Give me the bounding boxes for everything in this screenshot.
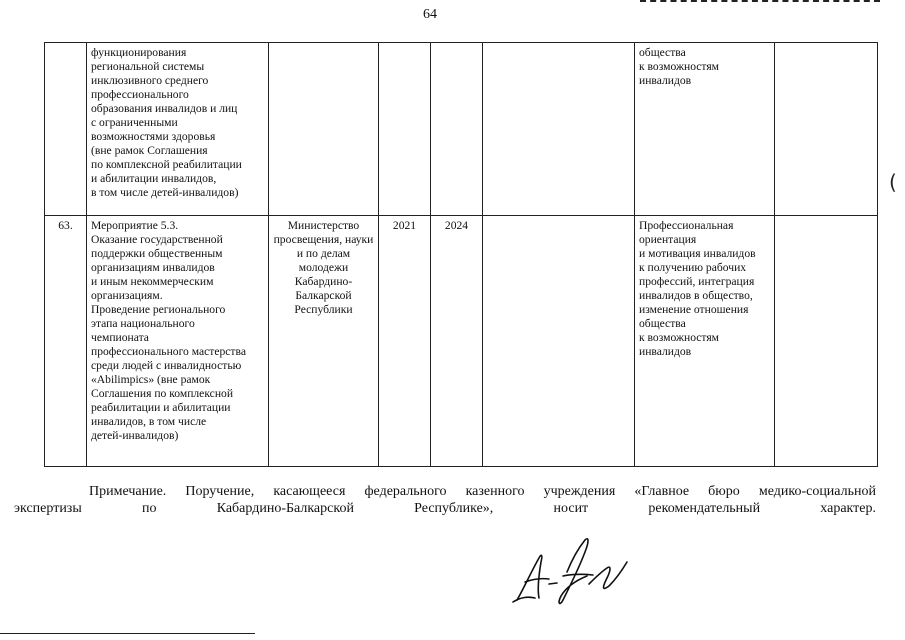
end-year [431,43,483,216]
footnote-line: экспертизы по Кабардино-Балкарской Республике», носит рекомендательный характер. [14,501,876,516]
executor [269,43,379,216]
end-year: 2024 [431,216,483,467]
start-year: 2021 [379,216,431,467]
margin-mark: ( [889,170,897,194]
footnote-line: Примечание. Поручение, касающееся федерального казенного учреждения «Главное бюро медико-социальной [89,484,876,499]
bottom-rule [0,633,255,634]
table-row [45,216,878,467]
indicator [483,216,635,467]
row-number [45,43,87,216]
row-number: 63. [45,216,87,467]
measures-table [44,42,878,467]
handwritten-signature [505,532,635,612]
executor: Министерство просвещения, науки и по делам молодежи Кабардино- Балкарской Республики [269,216,379,467]
expected-result: общества к возможностям инвалидов [635,43,775,216]
indicator [483,43,635,216]
table-row [45,43,878,216]
start-year [379,43,431,216]
footnote-remark [14,483,876,517]
extra-column [775,216,878,467]
page-number: 64 [423,7,437,22]
measure-description: Мероприятие 5.3. Оказание государственной поддержки общественным организациям инвалидов и иным некоммерческим организациям. Проведение регионального этапа национального чемпионата профессионального мастерства среди людей с инвалидностью «Abilimpics» (вне рамок Соглашения по комплексной реабилитации и абилитации инвалидов, в том числе детей-инвалидов) [87,216,269,467]
extra-column [775,43,878,216]
measure-description: функционирования региональной системы инклюзивного среднего профессионального образования инвалидов и лиц с ограниченными возможностями здоровья (вне рамок Соглашения по комплексной реабилитации и абилитации инвалидов, в том числе детей-инвалидов) [87,43,269,216]
expected-result: Профессиональная ориентация и мотивация инвалидов к получению рабочих профессий, интеграция инвалидов в общество, изменение отношения общества к возможностям инвалидов [635,216,775,467]
scan-artifact-line [640,0,880,5]
